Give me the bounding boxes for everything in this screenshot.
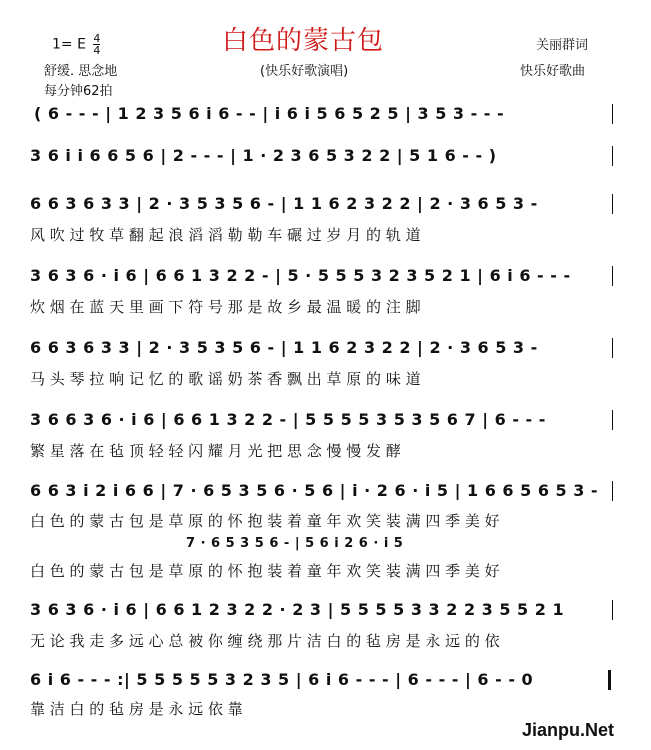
site-watermark: Jianpu.Net <box>522 720 615 740</box>
lyric-row-10: 靠 洁 白 的 毡 房 是 永 远 依 靠 <box>30 700 243 718</box>
barline <box>612 266 613 286</box>
barline <box>612 194 613 214</box>
key-signature: 1= E $\frac{4}{4}$ <box>52 32 101 57</box>
notation-row-4: 3 6 3 6 · i 6 | 6 6 1 3 2 2 - | 5 · 5 5 5 3 2 3 5 2 1 | 6 i 6 - - - <box>30 266 571 285</box>
notation-row-6: 3 6 6 3 6 · i 6 | 6 6 1 3 2 2 - | 5 5 5 5 3 5 3 5 6 7 | 6 - - - <box>30 410 546 429</box>
lyric-row-8: 白 色 的 蒙 古 包 是 草 原 的 怀 抱 装 着 童 年 欢 笑 装 满 四 季 美 好 <box>30 562 500 580</box>
notation-row-1: ( 6 - - - | 1 2 3 5 6 i 6 - - | i 6 i 5 6 5 2 5 | 3 5 3 - - - <box>34 104 505 123</box>
barline <box>612 481 613 501</box>
lyric-row-3: 风 吹 过 牧 草 翻 起 浪 滔 滔 勒 勒 车 碾 过 岁 月 的 轨 道 <box>30 226 421 244</box>
lyricist-credit: 关丽群词 <box>536 38 589 53</box>
notation-row-5: 6 6 3 6 3 3 | 2 · 3 5 3 5 6 - | 1 1 6 2 3 2 2 | 2 · 3 6 5 3 - <box>30 338 538 357</box>
lyric-row-9: 无 论 我 走 多 远 心 总 被 你 缠 绕 那 片 洁 白 的 毡 房 是 永 远 的 依 <box>30 632 500 650</box>
barline <box>612 410 613 430</box>
tempo-marking: 每分钟62拍 <box>44 84 113 99</box>
song-title: 白色的蒙古包 <box>222 26 385 56</box>
barline <box>612 600 613 620</box>
lyric-row-4: 炊 烟 在 蓝 天 里 画 下 符 号 那 是 故 乡 最 温 暖 的 注 脚 <box>30 298 421 316</box>
barline <box>612 338 613 358</box>
notation-row-2: 3 6 i i 6 6 5 6 | 2 - - - | 1 · 2 3 6 5 3 2 2 | 5 1 6 - - ) <box>30 146 497 165</box>
final-barline <box>608 670 611 690</box>
singer-credit: (快乐好歌演唱) <box>260 64 349 79</box>
barline <box>612 104 613 124</box>
lyric-row-5: 马 头 琴 拉 响 记 忆 的 歌 谣 奶 茶 香 飘 出 草 原 的 味 道 <box>30 370 421 388</box>
time-signature: $\frac{4}{4}$ <box>93 32 101 57</box>
mood-marking: 舒缓. 思念地 <box>44 64 118 79</box>
notation-row-10: 6 i 6 - - - :| 5 5 5 5 5 3 2 3 5 | 6 i 6 - - - | 6 - - - | 6 - - 0 <box>30 670 534 689</box>
composer-credit: 快乐好歌曲 <box>520 64 586 79</box>
lyric-row-6: 繁 星 落 在 毡 顶 轻 轻 闪 耀 月 光 把 思 念 慢 慢 发 酵 <box>30 442 401 460</box>
notation-row-7: 6 6 3 i 2 i 6 6 | 7 · 6 5 3 5 6 · 5 6 | i · 2 6 · i 5 | 1 6 6 5 6 5 3 - <box>30 481 599 500</box>
barline <box>612 146 613 166</box>
notation-row-3: 6 6 3 6 3 3 | 2 · 3 5 3 5 6 - | 1 1 6 2 3 2 2 | 2 · 3 6 5 3 - <box>30 194 538 213</box>
lyric-row-7: 白 色 的 蒙 古 包 是 草 原 的 怀 抱 装 着 童 年 欢 笑 装 满 四 季 美 好 <box>30 512 500 530</box>
notation-row-9: 3 6 3 6 · i 6 | 6 6 1 2 3 2 2 · 2 3 | 5 5 5 5 3 3 2 2 3 5 5 2 1 <box>30 600 565 619</box>
notation-row-8: 7 · 6 5 3 5 6 - | 5 6 i 2 6 · i 5 <box>186 536 404 551</box>
